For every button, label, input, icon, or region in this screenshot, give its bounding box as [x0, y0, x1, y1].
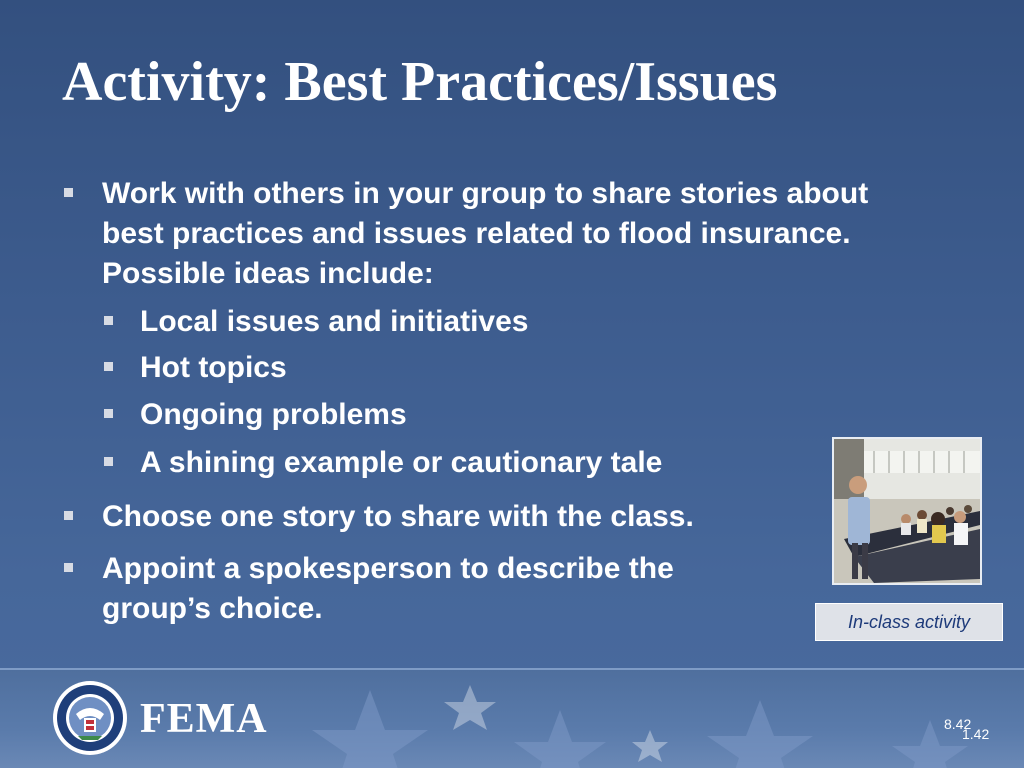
sub-bullet-text: Ongoing problems	[140, 398, 407, 431]
bullet-item	[64, 174, 894, 294]
square-bullet-icon	[64, 511, 73, 520]
square-bullet-icon	[64, 563, 73, 572]
square-bullet-icon	[104, 362, 113, 371]
square-bullet-icon	[104, 409, 113, 418]
classroom-photo-illustration	[834, 439, 980, 583]
dhs-seal-icon	[52, 680, 128, 756]
bullet-item	[64, 497, 694, 537]
square-bullet-icon	[64, 188, 73, 197]
in-class-activity-label: In-class activity	[815, 603, 1003, 641]
sub-bullet-item	[104, 302, 528, 342]
sub-bullet-text: A shining example or cautionary tale	[140, 446, 663, 479]
bullet-text: Appoint a spokesperson to describe the group’s choice.	[102, 552, 674, 625]
sub-bullet-item	[104, 348, 287, 388]
square-bullet-icon	[104, 316, 113, 325]
bullet-item	[64, 549, 784, 629]
bullet-text: Choose one story to share with the class.	[102, 500, 694, 533]
slide-title: Activity: Best Practices/Issues	[62, 51, 778, 113]
slide-number: 8.42	[944, 716, 972, 732]
sub-bullet-text: Hot topics	[140, 351, 287, 384]
classroom-photo	[832, 437, 982, 585]
sub-bullet-item	[104, 443, 662, 483]
slide-number-secondary: 1.42	[962, 726, 990, 742]
square-bullet-icon	[104, 457, 113, 466]
sub-bullet-text: Local issues and initiatives	[140, 305, 529, 338]
sub-bullet-item	[104, 395, 407, 435]
bullet-text: Work with others in your group to share stories about best practices and issues related to flood insurance. Possible ideas include:	[102, 177, 869, 290]
fema-logo-text: FEMA	[140, 696, 268, 742]
